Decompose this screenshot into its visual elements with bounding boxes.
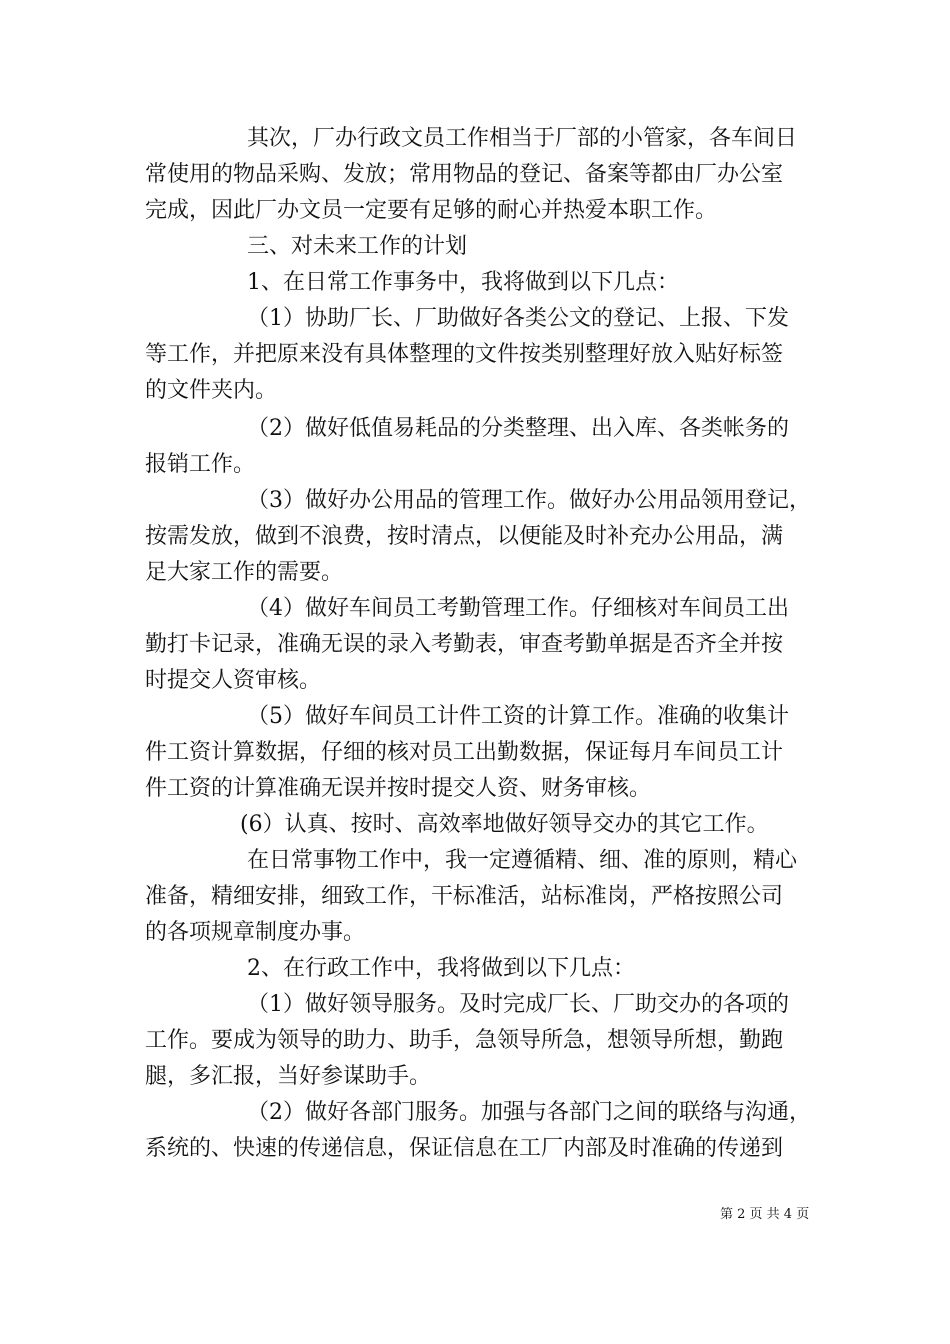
text-line: （4）做好车间员工考勤管理工作。仔细核对车间员工出 — [247, 596, 789, 621]
section-heading: 三、对未来工作的计划 — [247, 234, 468, 259]
text-line: 足大家工作的需要。 — [145, 560, 344, 585]
text-line: 常使用的物品采购、发放；常用物品的登记、备案等都由厂办公室 — [145, 162, 784, 187]
text-line: 按需发放，做到不浪费，按时清点，以便能及时补充办公用品，满 — [145, 524, 784, 549]
subsection-heading: 1、在日常工作事务中，我将做到以下几点： — [247, 270, 679, 295]
text-line: 的文件夹内。 — [145, 378, 278, 403]
text-line: 勤打卡记录，准确无误的录入考勤表，审查考勤单据是否齐全并按 — [145, 632, 784, 657]
page-number-footer: 第 2 页 共 4 页 — [720, 1207, 810, 1222]
text-line: （2）做好低值易耗品的分类整理、出入库、各类帐务的 — [247, 416, 789, 441]
text-line: 准备，精细安排，细致工作，干标准活，站标准岗，严格按照公司 — [145, 884, 784, 909]
text-line: （5）做好车间员工计件工资的计算工作。准确的收集计 — [247, 704, 789, 729]
text-line: 腿，多汇报，当好参谋助手。 — [145, 1064, 432, 1089]
text-line: (6）认真、按时、高效率地做好领导交办的其它工作。 — [240, 812, 769, 837]
text-line: 的各项规章制度办事。 — [145, 920, 366, 945]
text-line: 其次，厂办行政文员工作相当于厂部的小管家，各车间日 — [247, 126, 798, 151]
subsection-heading: 2、在行政工作中，我将做到以下几点： — [247, 956, 635, 981]
text-line: 件工资的计算准确无误并按时提交人资、财务审核。 — [145, 776, 652, 801]
text-line: 系统的、快速的传递信息，保证信息在工厂内部及时准确的传递到 — [145, 1136, 784, 1161]
text-line: 工作。要成为领导的助力、助手，急领导所急，想领导所想，勤跑 — [145, 1028, 784, 1053]
text-line: 件工资计算数据，仔细的核对员工出勤数据，保证每月车间员工计 — [145, 740, 784, 765]
text-line: 报销工作。 — [145, 452, 256, 477]
text-line: （1）协助厂长、厂助做好各类公文的登记、上报、下发 — [247, 306, 789, 331]
text-line: 完成，因此厂办文员一定要有足够的耐心并热爱本职工作。 — [145, 198, 718, 223]
text-line: （2）做好各部门服务。加强与各部门之间的联络与沟通， — [247, 1100, 811, 1125]
text-line: （1）做好领导服务。及时完成厂长、厂助交办的各项的 — [247, 992, 789, 1017]
text-line: 时提交人资审核。 — [145, 668, 322, 693]
text-line: 在日常事物工作中，我一定遵循精、细、准的原则，精心 — [247, 848, 798, 873]
text-line: 等工作，并把原来没有具体整理的文件按类别整理好放入贴好标签 — [145, 342, 784, 367]
text-line: （3）做好办公用品的管理工作。做好办公用品领用登记， — [247, 488, 811, 513]
